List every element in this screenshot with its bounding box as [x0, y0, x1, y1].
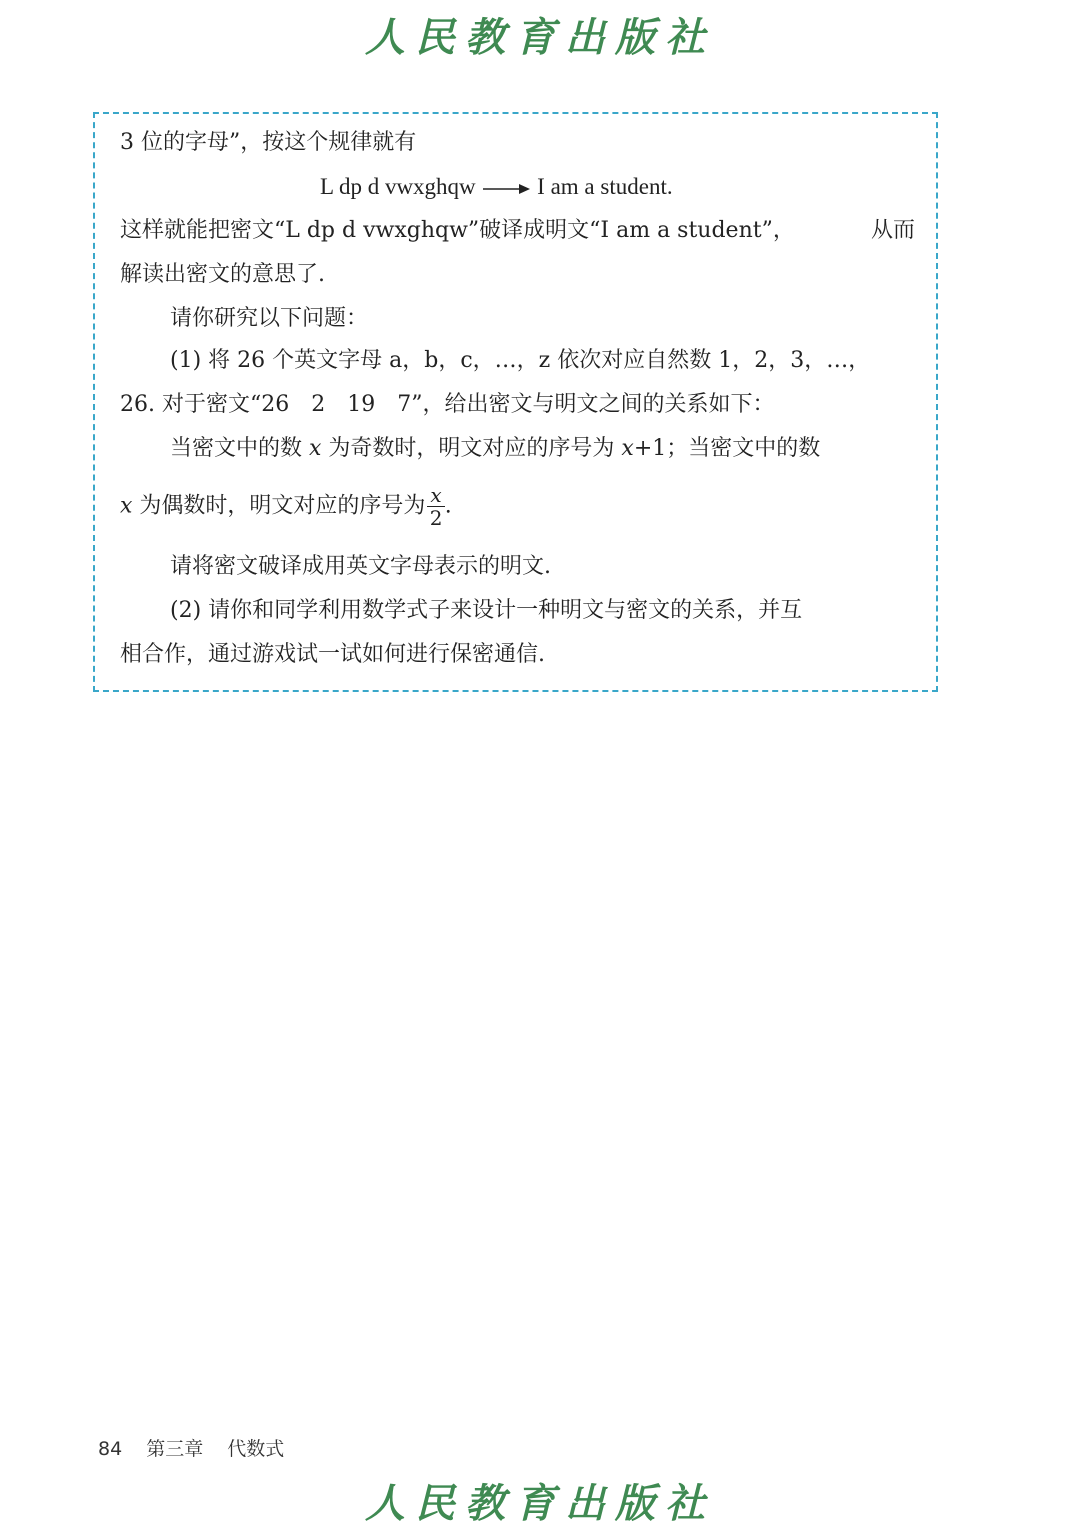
text-line-1: 3 位的字母”，按这个规律就有 — [120, 130, 417, 155]
rule-text: 当密文中的数 — [170, 436, 309, 461]
publisher-logo-top: 人民教育出版社 — [365, 14, 715, 61]
instruction-line: 请将密文破译成用英文字母表示的明文. — [170, 554, 551, 579]
right-arrow-icon — [481, 182, 531, 196]
rule-text: 为偶数时，明文对应的序号为 — [132, 493, 426, 519]
question-2-line-b: 相合作，通过游戏试一试如何进行保密通信. — [120, 642, 545, 667]
rule-text: 为奇数时，明文对应的序号为 — [321, 436, 622, 461]
section-label: 代数式 — [227, 1438, 285, 1460]
text-line-3-end: 从而 — [870, 218, 915, 243]
plaintext: I am a student. — [537, 174, 673, 199]
cipher-example — [320, 174, 673, 200]
publisher-logo-bottom: 人民教育出版社 — [365, 1480, 715, 1527]
math-variable: x — [120, 493, 133, 519]
page-footer — [98, 1434, 284, 1461]
text-line-3-main: 这样就能把密文“L dp d vwxghqw”破译成明文“I am a student”， — [120, 218, 795, 243]
rule-line-b — [120, 484, 452, 529]
text-line-3 — [120, 218, 915, 244]
math-variable: x — [309, 436, 322, 461]
text-line-4: 解读出密文的意思了. — [120, 262, 325, 287]
rule-text: +1；当密文中的数 — [633, 436, 821, 461]
fraction-numerator: x — [427, 484, 444, 507]
page-number: 84 — [98, 1438, 123, 1460]
question-2-line-a: (2) 请你和同学利用数学式子来设计一种明文与密文的关系，并互 — [170, 598, 803, 623]
fraction-denominator: 2 — [429, 506, 443, 530]
question-1-line-a: (1) 将 26 个英文字母 a，b，c，…，z 依次对应自然数 1，2，3，…， — [170, 348, 871, 373]
ciphertext: L dp d vwxghqw — [320, 174, 476, 199]
prompt-line: 请你研究以下问题： — [170, 306, 369, 331]
math-variable: x — [621, 436, 634, 461]
question-1-line-b: 26. 对于密文“26 2 19 7”，给出密文与明文之间的关系如下： — [120, 392, 775, 417]
chapter-label: 第三章 — [146, 1438, 204, 1460]
rule-line-a — [170, 436, 820, 462]
fraction — [427, 484, 444, 529]
rule-text: . — [444, 493, 452, 519]
